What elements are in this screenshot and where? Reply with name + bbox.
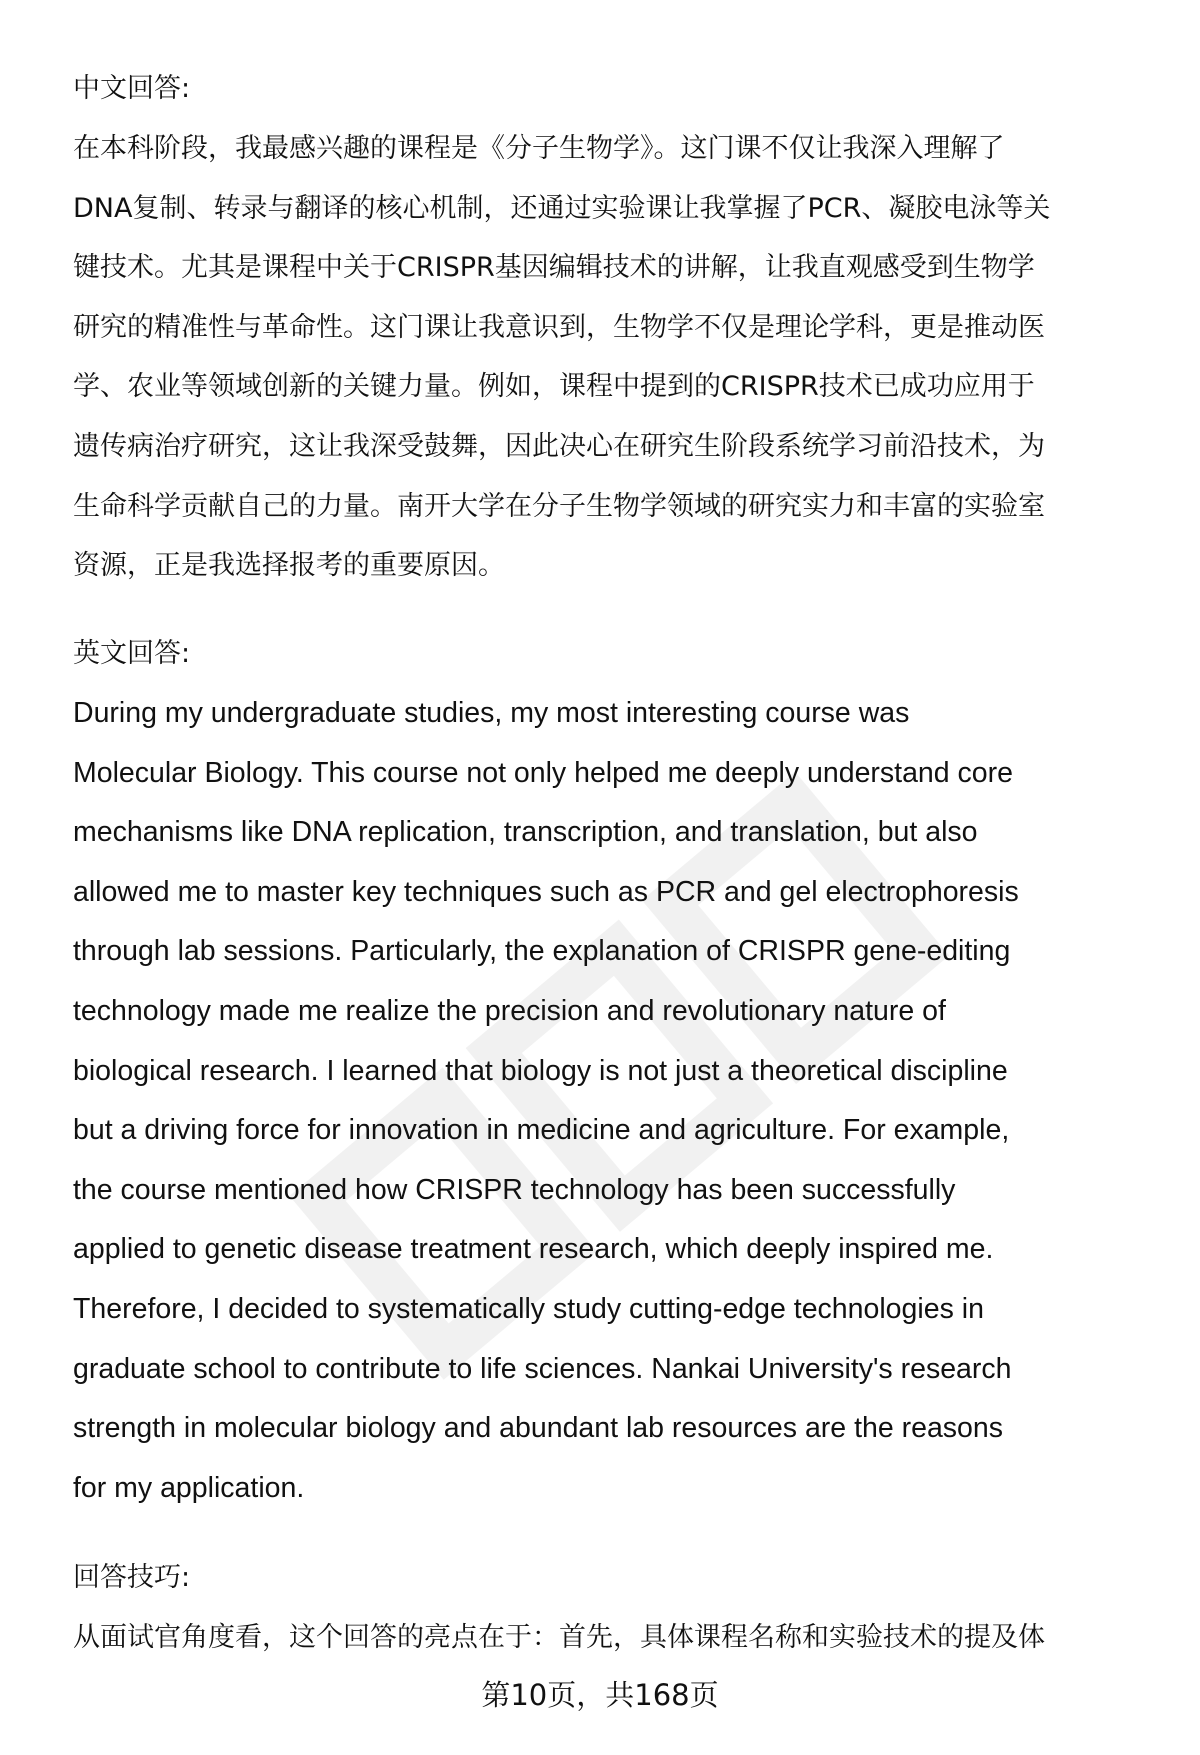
paragraph-line: technology made me realize the precision and revolutionary nature of <box>73 995 946 1027</box>
paragraph-line: applied to genetic disease treatment research, which deeply inspired me. <box>73 1233 994 1266</box>
paragraph-line: allowed me to master key techniques such as PCR and gel electrophoresis <box>73 875 1019 908</box>
paragraph-line: 研究的精准性与革命性。这门课让我意识到，生物学不仅是理论学科，更是推动医 <box>73 311 1045 343</box>
section-heading-tips: 回答技巧: <box>73 1562 191 1593</box>
paragraph-line: mechanisms like DNA replication, transcription, and translation, but also <box>73 816 978 849</box>
paragraph-line: During my undergraduate studies, my most interesting course was <box>73 697 910 729</box>
paragraph-line: strength in molecular biology and abundant lab resources are the reasons <box>73 1412 1003 1445</box>
paragraph-line: for my application. <box>73 1471 305 1504</box>
paragraph-line: 键技术。尤其是课程中关于CRISPR基因编辑技术的讲解，让我直观感受到生物学 <box>73 252 1035 284</box>
paragraph-line: the course mentioned how CRISPR technology has been successfully <box>73 1173 956 1206</box>
section-heading-chinese: 中文回答: <box>73 73 191 104</box>
paragraph-line: DNA复制、转录与翻译的核心机制，还通过实验课让我掌握了PCR、凝胶电泳等关 <box>73 192 1051 224</box>
paragraph-line: 学、农业等领域创新的关键力量。例如，课程中提到的CRISPR技术已成功应用于 <box>73 371 1035 403</box>
paragraph-line: 遗传病治疗研究，这让我深受鼓舞，因此决心在研究生阶段系统学习前沿技术，为 <box>73 431 1045 462</box>
paragraph-line: 从面试官角度看，这个回答的亮点在于：首先，具体课程名称和实验技术的提及体 <box>73 1622 1045 1653</box>
paragraph-line: Therefore, I decided to systematically study cutting-edge technologies in <box>73 1293 984 1325</box>
page-number: 第10页，共168页 <box>481 1678 719 1712</box>
paragraph-line: through lab sessions. Particularly, the explanation of CRISPR gene-editing <box>73 935 1011 968</box>
paragraph-line: 资源，正是我选择报考的重要原因。 <box>73 550 505 582</box>
paragraph-line: biological research. I learned that biology is not just a theoretical discipline <box>73 1054 1008 1087</box>
section-heading-english: 英文回答: <box>73 638 191 669</box>
paragraph-line: but a driving force for innovation in medicine and agriculture. For example, <box>73 1114 1010 1147</box>
paragraph-line: 在本科阶段，我最感兴趣的课程是《分子生物学》。这门课不仅让我深入理解了 <box>73 133 1005 164</box>
paragraph-line: graduate school to contribute to life sciences. Nankai University's research <box>73 1352 1012 1385</box>
paragraph-line: 生命科学贡献自己的力量。南开大学在分子生物学领域的研究实力和丰富的实验室 <box>73 490 1045 522</box>
paragraph-line: Molecular Biology. This course not only helped me deeply understand core <box>73 756 1013 789</box>
